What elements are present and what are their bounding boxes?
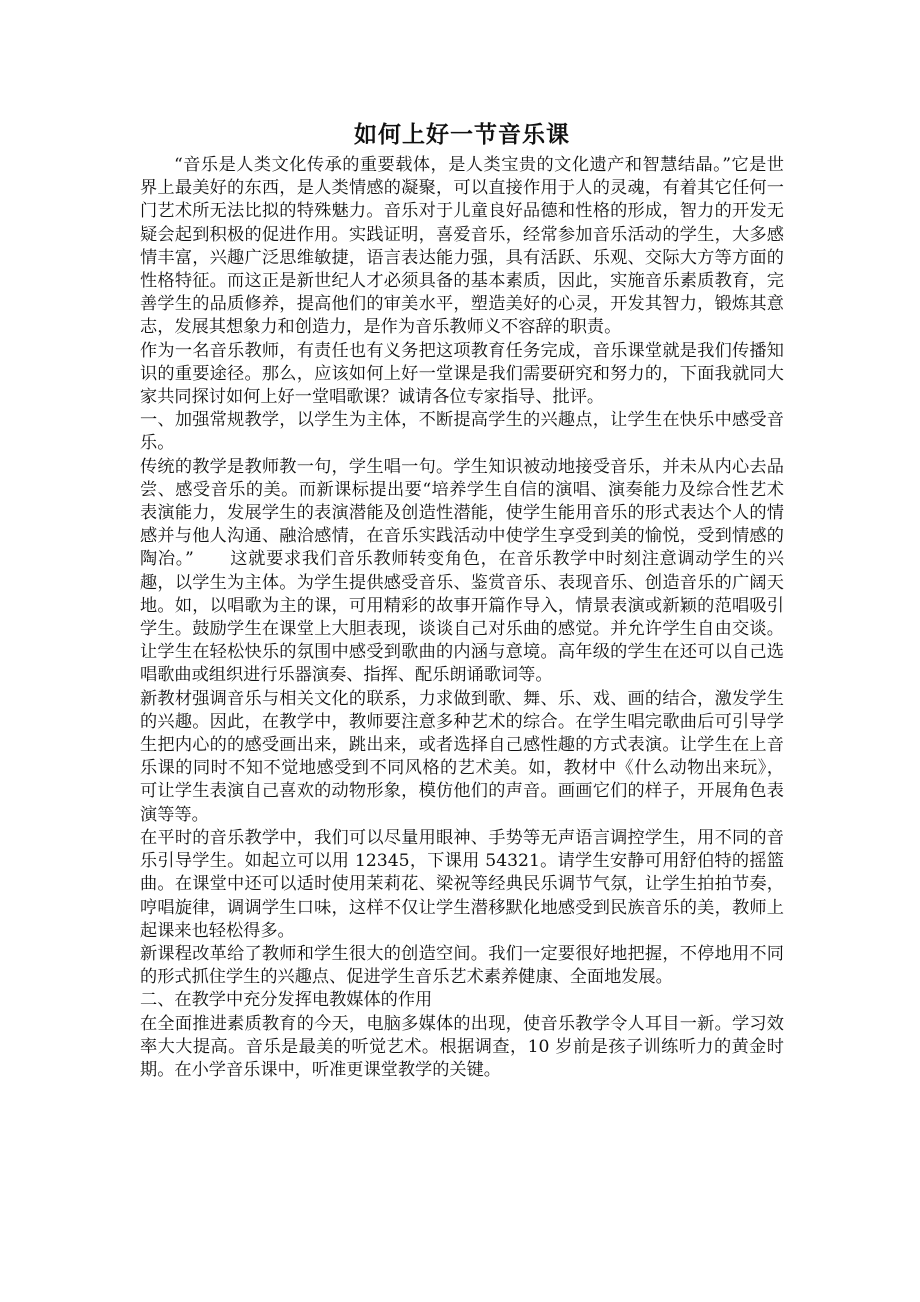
- paragraph-curriculum-reform: 新课程改革给了教师和学生很大的创造空间。我们一定要很好地把握，不停地用不同的形式抓住学生的兴趣点、促进学生音乐艺术素养健康、全面地发展。: [140, 943, 784, 988]
- document-title: 如何上好一节音乐课: [354, 121, 570, 148]
- paragraph-new-textbook: 新教材强调音乐与相关文化的联系，力求做到歌、舞、乐、戏、画的结合，激发学生的兴趣。因此，在教学中，教师要注意多种艺术的综合。在学生唱完歌曲后可引导学生把内心的的感受画出来，跳出来，或者选择自己感性趣的方式表演。让学生在上音乐课的同时不知不觉地感受到不同风格的艺术美。如，教材中《什么动物出来玩》，可让学生表演自己喜欢的动物形象，模仿他们的声音。画画它们的样子，开展角色表演等等。: [140, 688, 784, 825]
- paragraph-classroom-control: 在平时的音乐教学中，我们可以尽量用眼神、手势等无声语言调控学生，用不同的音乐引导学生。如起立可以用 12345，下课用 54321。请学生安静可用舒伯特的摇篮曲。在课堂中还可以适时使用茉莉花、梁祝等经典民乐调节气氛，让学生拍拍节奏，哼唱旋律，调调学生口味，这样不仅让学生潜移默化地感受到民族音乐的美，教师上起课来也轻松得多。: [140, 827, 784, 941]
- paragraph-intro: “音乐是人类文化传承的重要载体，是人类宝贵的文化遗产和智慧结晶。”它是世界上最美好的东西，是人类情感的凝聚，可以直接作用于人的灵魂，有着其它任何一门艺术所无法比拟的特殊魅力。音乐对于儿童良好品德和性格的形成，智力的开发无疑会起到积极的促进作用。实践证明，喜爱音乐，经常参加音乐活动的学生，大多感情丰富，兴趣广泛思维敏捷，语言表达能力强，具有活跃、乐观、交际大方等方面的性格特征。而这正是新世纪人才必须具备的基本素质，因此，实施音乐素质教育，完善学生的品质修养，提高他们的审美水平，塑造美好的心灵，开发其智力，锻炼其意志，发展其想象力和创造力，是作为音乐教师义不容辞的职责。: [140, 155, 784, 338]
- paragraph-teacher-duty: 作为一名音乐教师，有责任也有义务把这项教育任务完成，音乐课堂就是我们传播知识的重要途径。那么，应该如何上好一堂课是我们需要研究和努力的，下面我就同大家共同探讨如何上好一堂唱歌课？诚请各位专家指导、批评。: [140, 340, 784, 408]
- section-heading-1: 一、加强常规教学，以学生为主体，不断提高学生的兴趣点，让学生在快乐中感受音乐。: [140, 410, 784, 454]
- paragraph-multimedia: 在全面推进素质教育的今天，电脑多媒体的出现，使音乐教学令人耳目一新。学习效率大大提高。音乐是最美的听觉艺术。根据调查，10 岁前是孩子训练听力的黄金时期。在小学音乐课中，听准更课堂教学的关键。: [140, 1013, 784, 1080]
- paragraph-traditional-teaching: 传统的教学是教师教一句，学生唱一句。学生知识被动地接受音乐，并未从内心去品尝、感受音乐的美。而新课标提出要“培养学生自信的演唱、演奏能力及综合性艺术表演能力，发展学生的表演潜能及创造性潜能，使学生能用音乐的形式表达个人的情感并与他人沟通、融洽感情，在音乐实践活动中使学生享受到美的愉悦，受到情感的陶冶。” 这就要求我们音乐教师转变角色，在音乐教学中时刻注意调动学生的兴趣，以学生为主体。为学生提供感受音乐、鉴赏音乐、表现音乐、创造音乐的广阔天地。如，以唱歌为主的课，可用精彩的故事开篇作导入，情景表演或新颖的范唱吸引学生。鼓励学生在课堂上大胆表现，谈谈自己对乐曲的感觉。并允许学生自由交谈。让学生在轻松快乐的氛围中感受到歌曲的内涵与意境。高年级的学生在还可以自己选唱歌曲或组织进行乐器演奏、指挥、配乐朗诵歌词等。: [140, 456, 784, 686]
- section-heading-2: 二、在教学中充分发挥电教媒体的作用: [140, 990, 433, 1011]
- document-body: [140, 118, 784, 1082]
